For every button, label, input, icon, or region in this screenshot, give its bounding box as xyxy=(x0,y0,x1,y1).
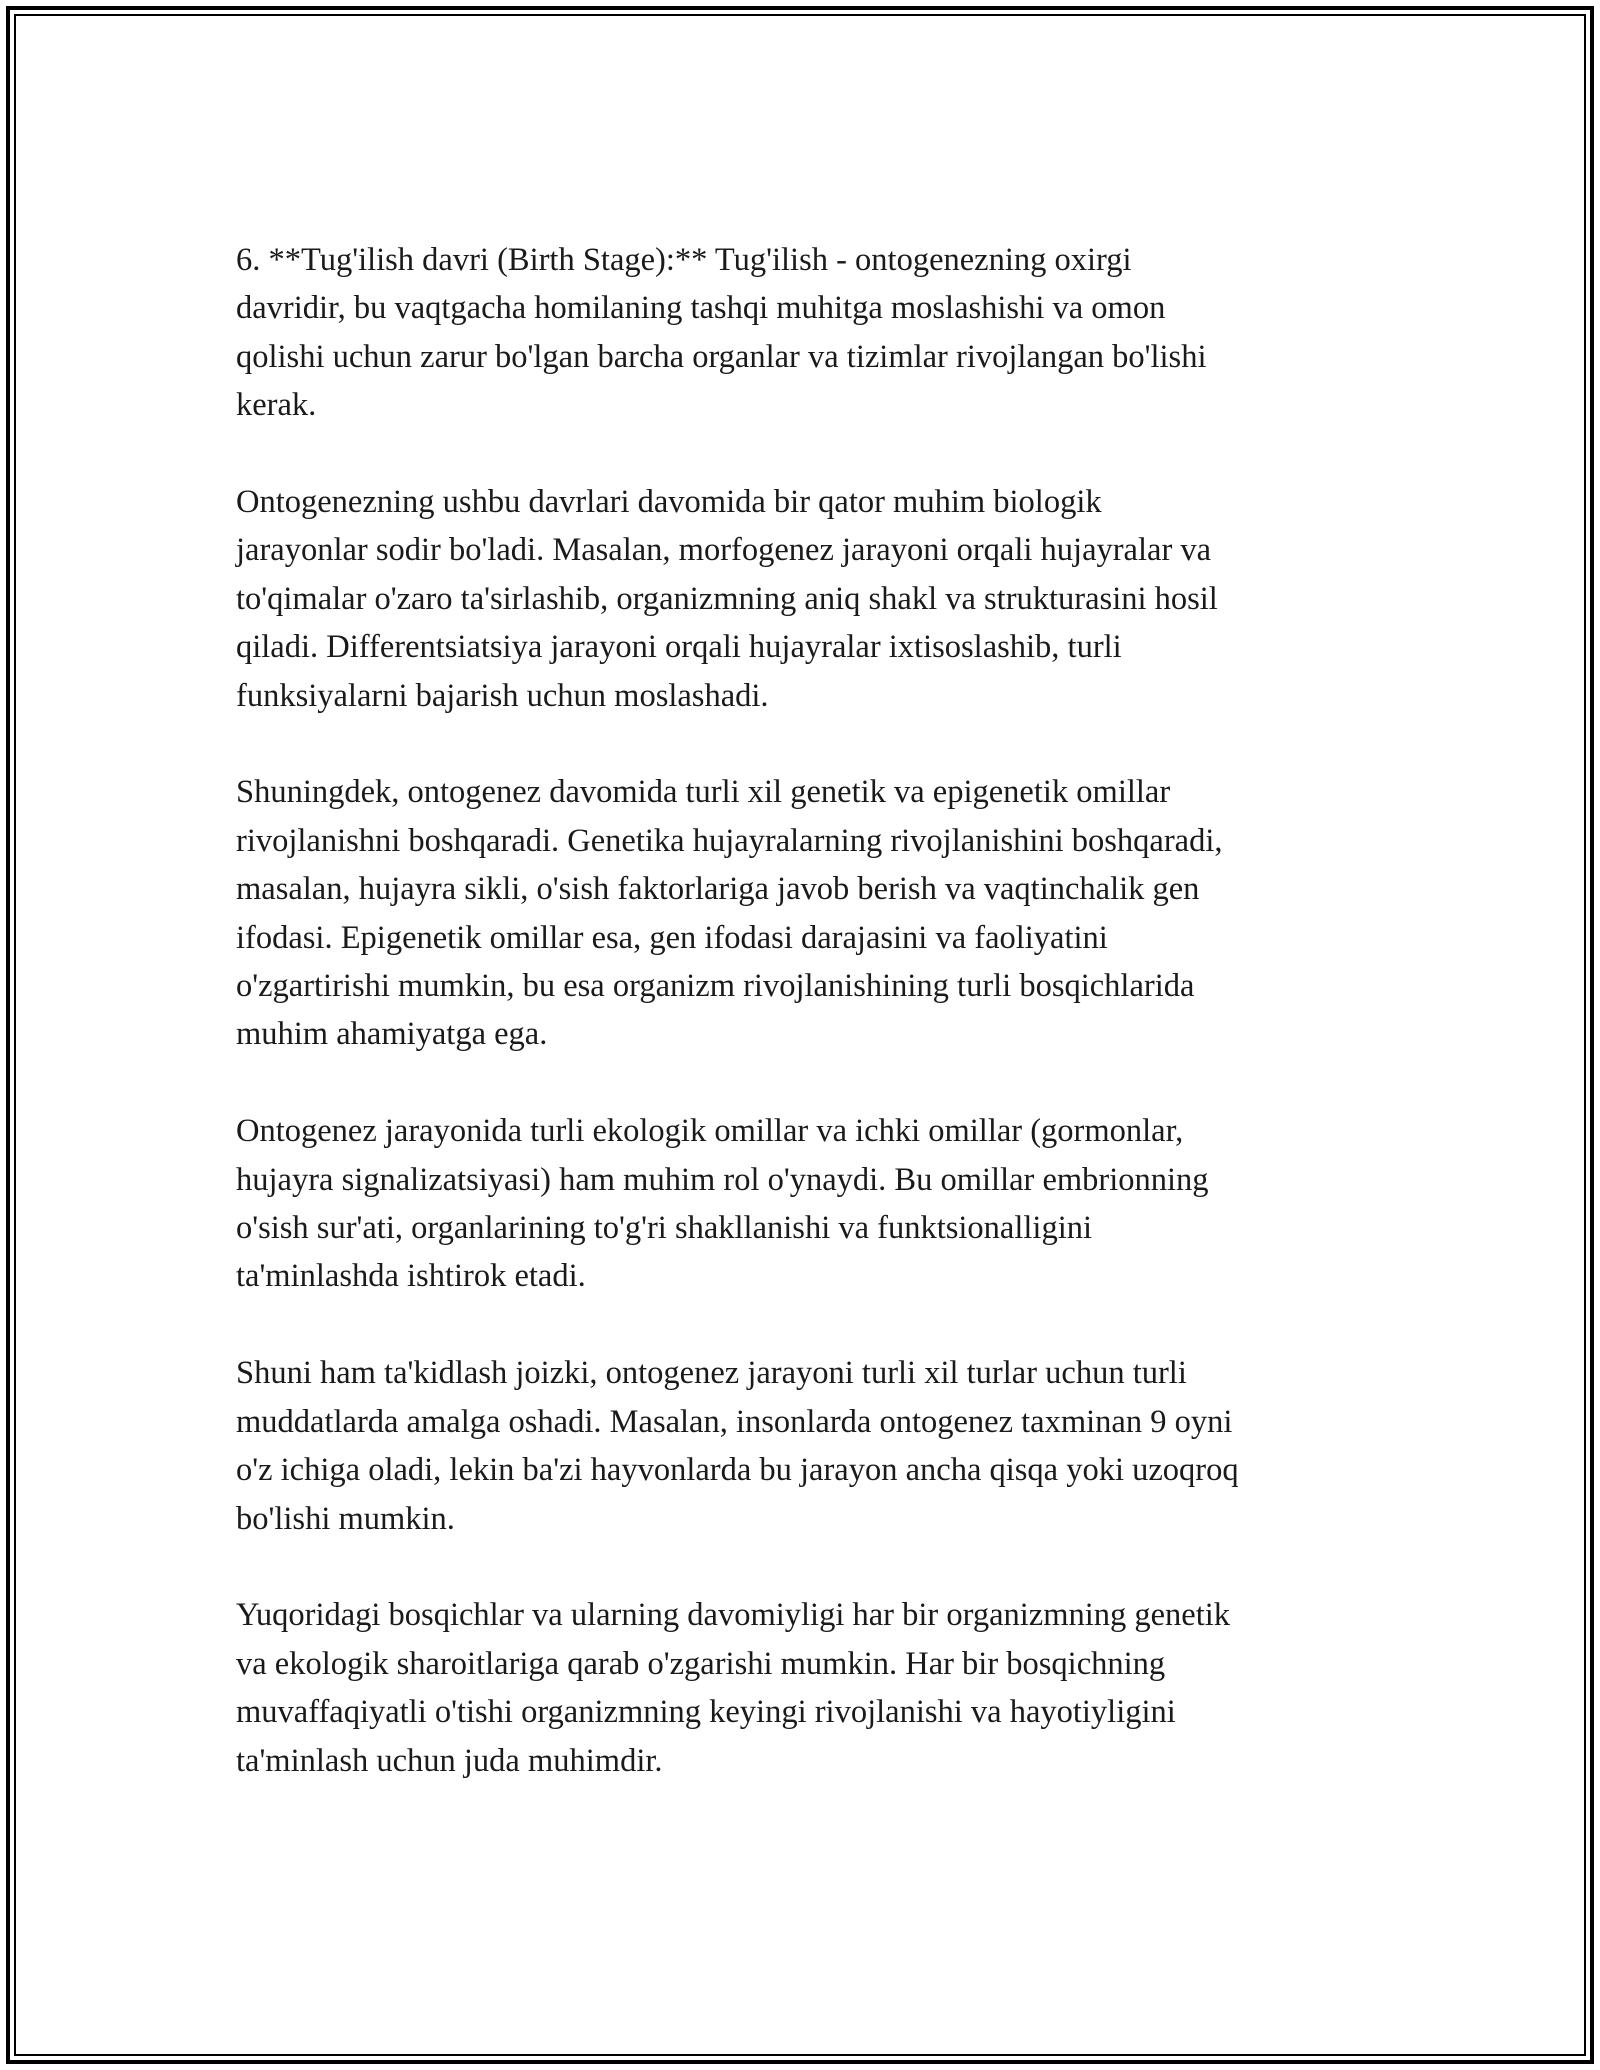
document-body xyxy=(236,236,1396,1833)
paragraph-birth-stage: 6. **Tug'ilish davri (Birth Stage):** Tug'ilish - ontogenezning oxirgi davridir, bu vaqtgacha homilaning tashqi muhitga moslashishi va omon qolishi uchun zarur bo'lgan barcha organlar va tizimlar rivojlangan bo'lishi kerak. xyxy=(236,242,1207,424)
paragraph-conclusion: Yuqoridagi bosqichlar va ularning davomiyligi har bir organizmning genetik va ekologik sharoitlariga qarab o'zgarishi mumkin. Har bir bosqichning muvaffaqiyatli o'tishi organizmning keyingi rivojlanishi va hayotiyligini ta'minlash uchun juda muhimdir. xyxy=(236,1597,1231,1779)
paragraph-biological-processes: Ontogenezning ushbu davrlari davomida bir qator muhim biologik jarayonlar sodir bo'ladi. Masalan, morfogenez jarayoni orqali hujayralar va to'qimalar o'zaro ta'sirlashib, organizmning aniq shakl va strukturasini hosil qiladi. Differentsiatsiya jarayoni orqali hujayralar ixtisoslashib, turli funksiyalarni bajarish uchun moslashadi. xyxy=(236,484,1218,714)
paragraph-duration: Shuni ham ta'kidlash joizki, ontogenez jarayoni turli xil turlar uchun turli muddatlarda amalga oshadi. Masalan, insonlarda ontogenez taxminan 9 oyni o'z ichiga oladi, lekin ba'zi hayvonlarda bu jarayon ancha qisqa yoki uzoqroq bo'lishi mumkin. xyxy=(236,1355,1239,1537)
paragraph-ecological-factors: Ontogenez jarayonida turli ekologik omillar va ichki omillar (gormonlar, hujayra signalizatsiyasi) ham muhim rol o'ynaydi. Bu omillar embrionning o'sish sur'ati, organlarining to'g'ri shakllanishi va funktsionalligini ta'minlashda ishtirok etadi. xyxy=(236,1113,1209,1295)
paragraph-genetic-factors: Shuningdek, ontogenez davomida turli xil genetik va epigenetik omillar rivojlanishni boshqaradi. Genetika hujayralarning rivojlanishini boshqaradi, masalan, hujayra sikli, o'sish faktorlariga javob berish va vaqtinchalik gen ifodasi. Epigenetik omillar esa, gen ifodasi darajasini va faoliyatini o'zgartirishi mumkin, bu esa organizm rivojlanishining turli bosqichlarida muhim ahamiyatga ega. xyxy=(236,774,1223,1053)
